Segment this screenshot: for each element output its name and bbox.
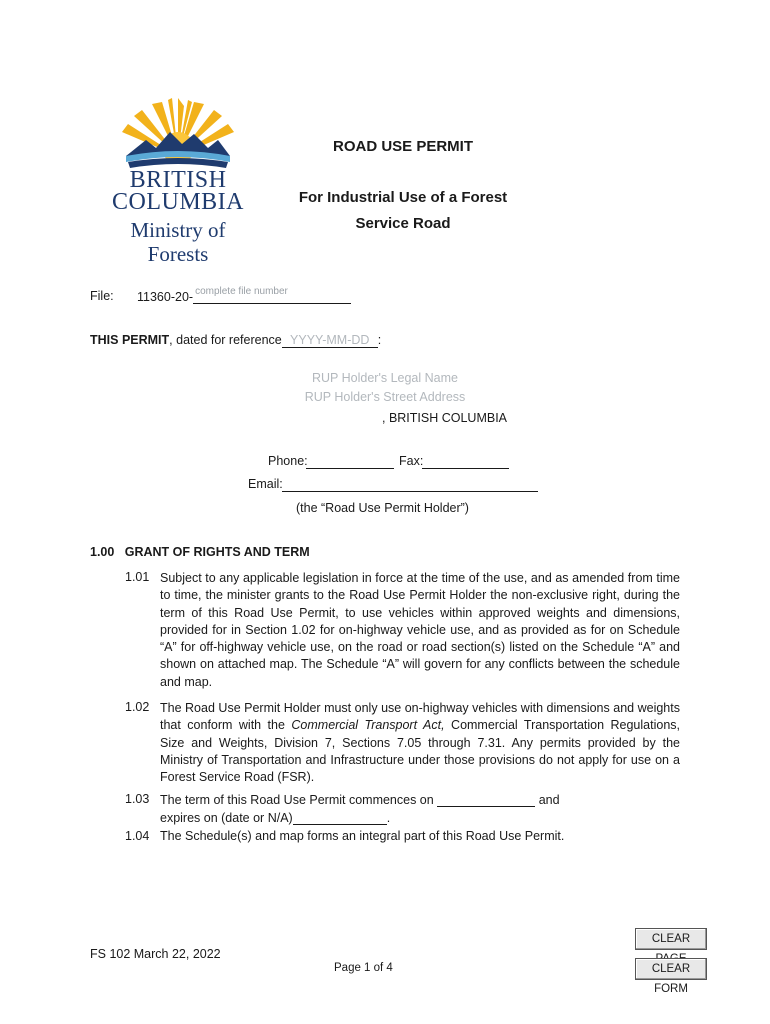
logo-line-forests: Forests [147,242,209,266]
clear-form-button[interactable]: CLEAR FORM [635,958,707,980]
permit-lead-text: , dated for reference [169,333,282,347]
expiry-date-input[interactable] [293,810,387,825]
subtitle-line-2: Service Road [355,215,451,232]
clause-1-03-number: 1.03 [125,792,150,806]
form-identifier: FS 102 March 22, 2022 [90,947,221,961]
clause-1-02-number: 1.02 [125,700,150,714]
permit-colon: : [377,333,382,347]
clause-1-04-number: 1.04 [125,829,150,843]
holder-province: , BRITISH COLUMBIA [382,411,508,425]
commercial-transport-act: Commercial Transport Act, [291,718,445,733]
clause-1-01-number: 1.01 [125,570,150,584]
clause-1-02-text: The Road Use Permit Holder must only use on-highway vehicles with dimensions and weights that conform with the Commercial Transport Act, Commercial Transportation Regulations, Size and Weights, Division 7, Sections 7.05 through 7.31. Any permits provided by the Ministry of Transportation and Infrastructure under those provisions do not apply for use on a Forest Service Road (FSR). [160,701,680,785]
logo-line-ministry: Ministry of [130,218,226,242]
holder-designation: (the “Road Use Permit Holder”) [296,501,469,515]
file-number-row [137,286,357,304]
logo-line-british: BRITISH [129,167,227,193]
clause-1-03-line2: expires on (date or N/A) . [160,811,391,825]
email-label: Email: [248,477,283,491]
section-heading: 1.00 GRANT OF RIGHTS AND TERM [90,545,310,559]
file-prefix: 11360-20- [137,290,194,304]
reference-date-input[interactable]: YYYY-MM-DD [282,333,378,348]
phone-input[interactable] [306,454,394,469]
clause-1-04-text: The Schedule(s) and map forms an integral part of this Road Use Permit. [160,829,565,843]
fax-input[interactable] [422,454,509,469]
email-input[interactable] [282,477,538,492]
fax-label: Fax: [399,454,424,468]
holder-street-field[interactable]: RUP Holder's Street Address [304,390,466,404]
phone-label: Phone: [268,454,308,468]
permit-date-row [90,333,510,348]
subtitle-line-1: For Industrial Use of a Forest [298,189,508,206]
sunrise-mountain-icon [108,98,248,173]
clear-page-button[interactable]: CLEAR [635,928,707,950]
clause-1-03-line1: The term of this Road Use Permit commences on and [160,793,560,807]
logo-line-columbia: COLUMBIA [111,189,244,215]
document-title: ROAD USE PERMIT [332,138,473,155]
file-number-input[interactable]: complete file number [193,289,351,304]
commence-date-input[interactable] [437,792,535,807]
holder-legal-name-field[interactable]: RUP Holder's Legal Name [312,371,458,385]
document-subtitle [280,185,526,237]
clause-1-01-text: Subject to any applicable legislation in force at the time of the use, and as amended from time to time, the minister grants to the Road Use Permit Holder the non-exclusive right, during the term of this Road Use Permit, to use vehicles within approved weights and dimensions, provided for in Section 1.02 for on-highway vehicle use, and as provided as for on Schedule “A” for off-highway vehicle use, on the road or road section(s) listed on the Schedule “A” and shown on attached map. The Schedule “A” will govern for any conflicts between the schedule and map. [160,571,680,689]
permit-lead-bold: THIS PERMIT [90,333,170,347]
bc-ministry-logo [108,98,248,268]
file-label: File: [90,289,114,303]
page-number: Page 1 of 4 [334,962,393,974]
